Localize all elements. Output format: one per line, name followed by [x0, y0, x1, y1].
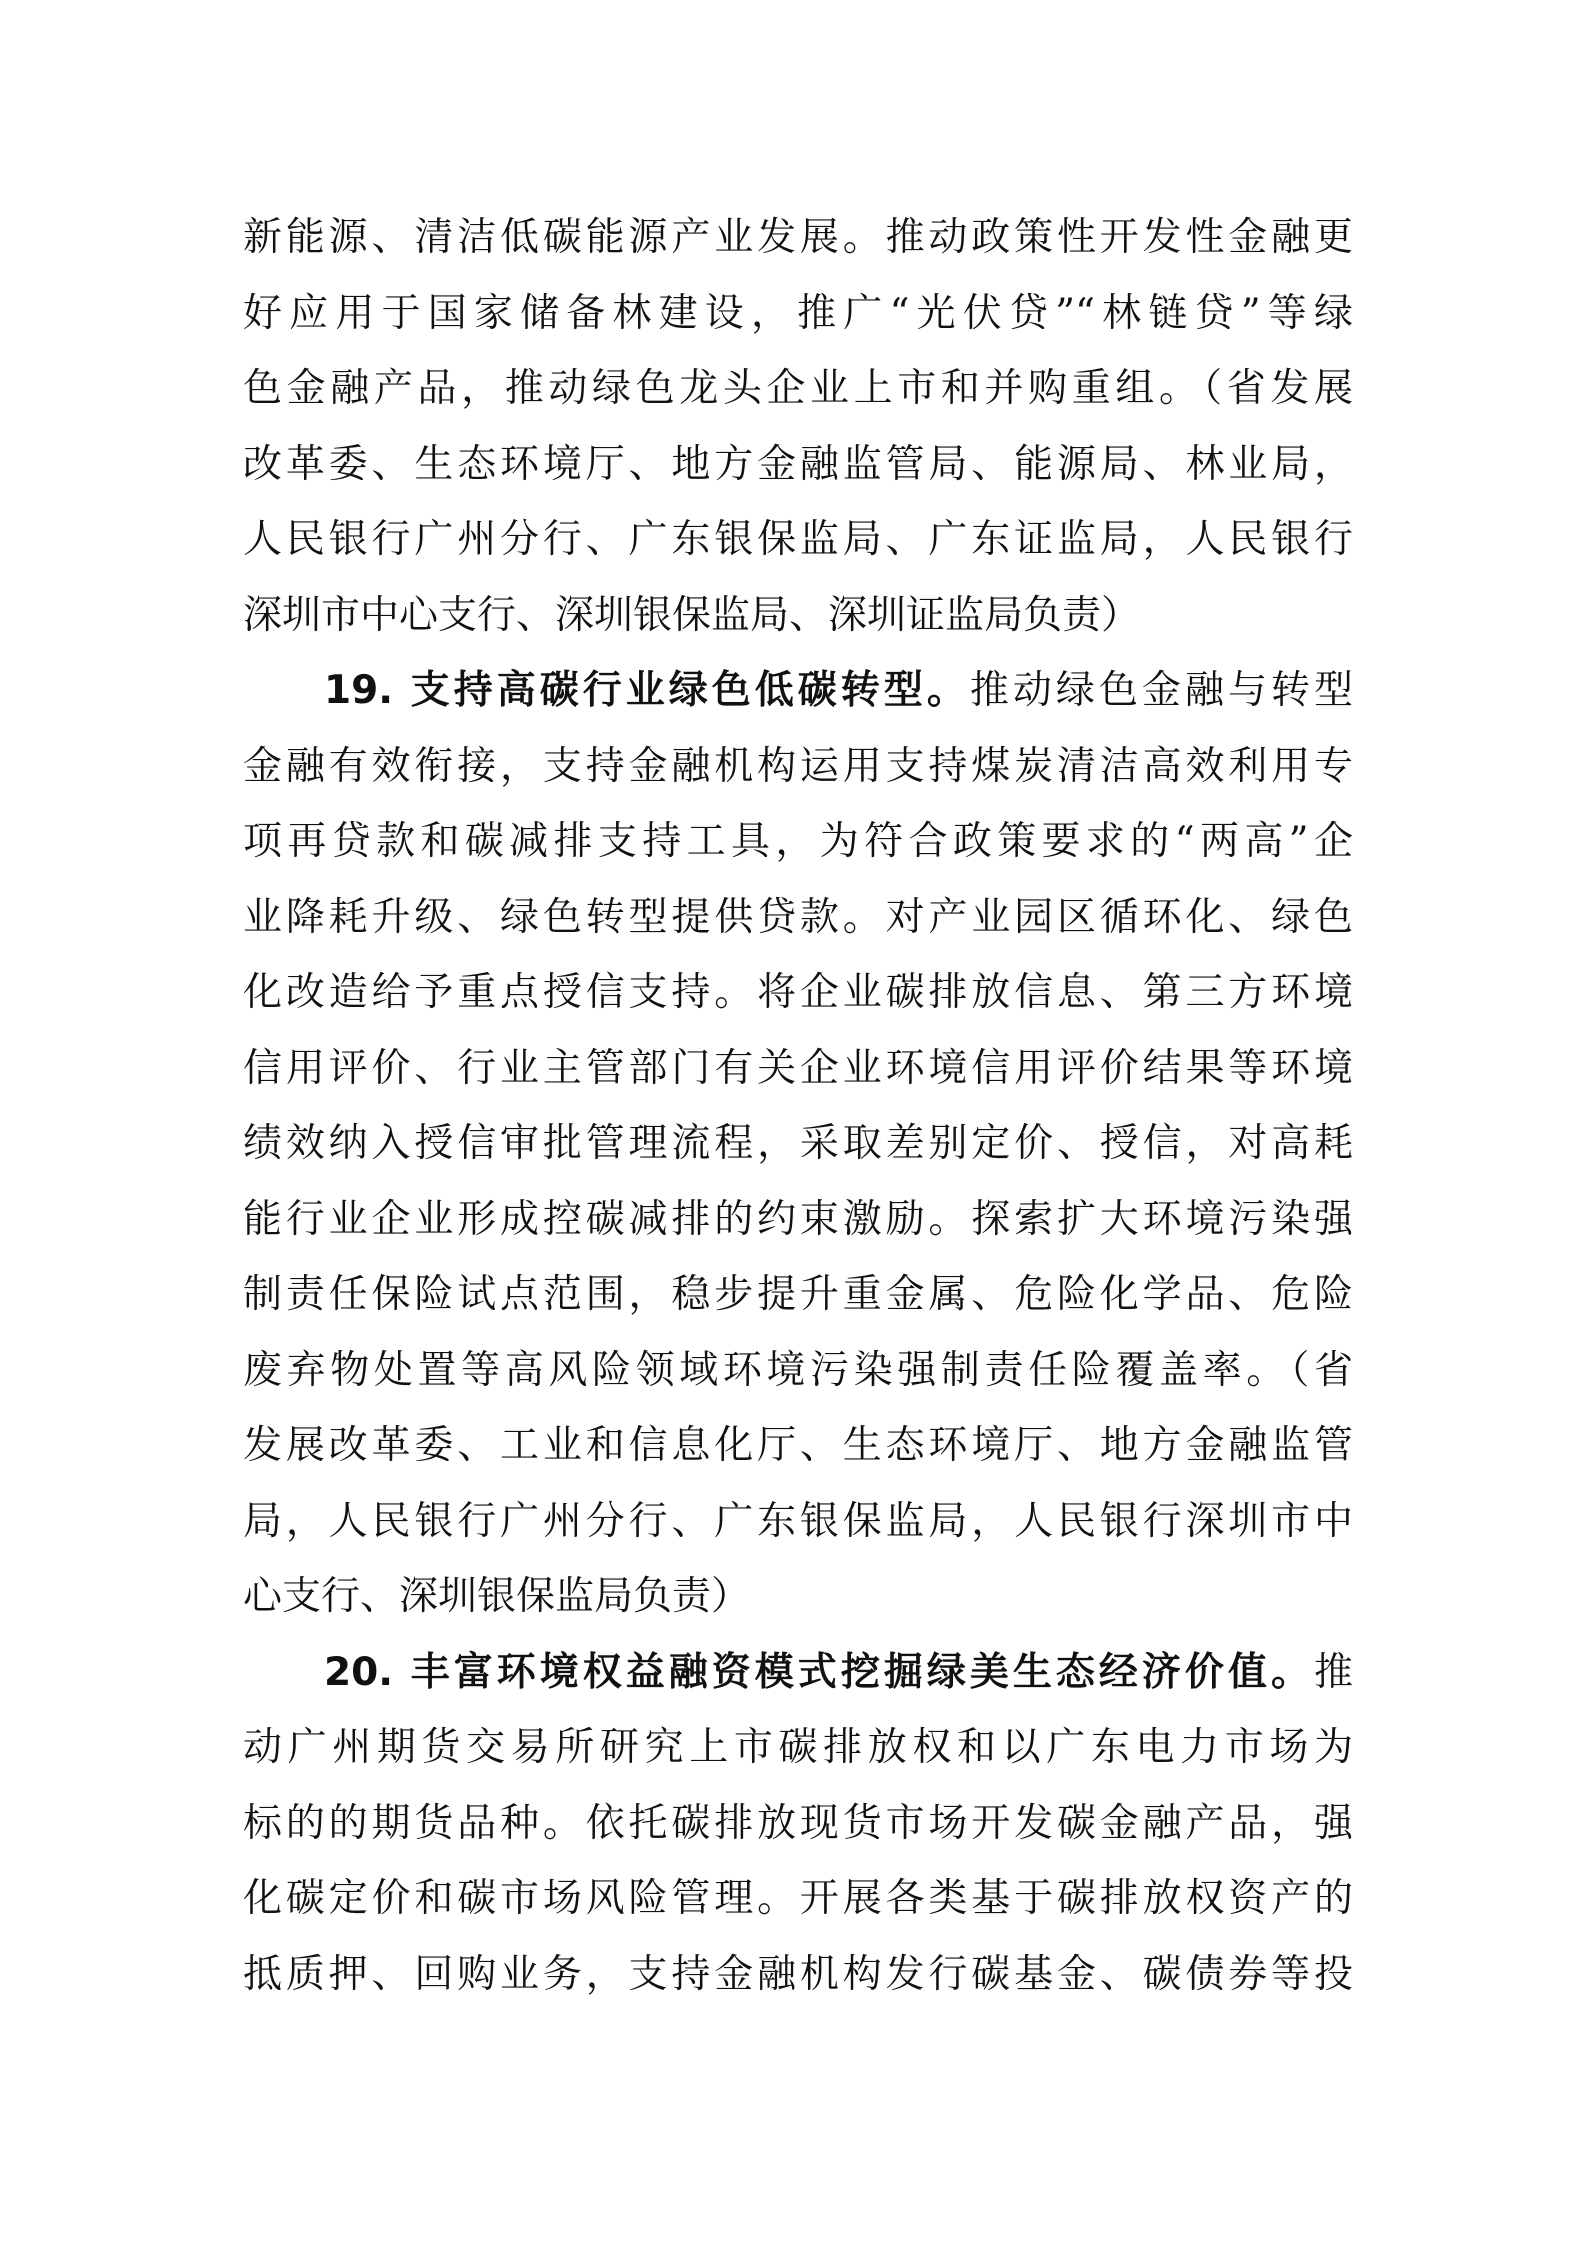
paragraph-line: 标的的期货品种。依托碳排放现货市场开发碳金融产品，强	[243, 1800, 1353, 1846]
paragraph-line: 项再贷款和碳减排支持工具，为符合政策要求的“两高”企	[243, 819, 1353, 864]
section-20-heading: 20. 丰富环境权益融资模式挖掘绿美生态经济价值。	[324, 1649, 1314, 1695]
paragraph-line: 发展改革委、工业和信息化厅、生态环境厅、地方金融监管	[243, 1423, 1353, 1468]
paragraph-line: 金融有效衔接，支持金融机构运用支持煤炭清洁高效利用专	[243, 743, 1353, 789]
paragraph-1	[243, 200, 1353, 653]
paragraph-line: 抵质押、回购业务，支持金融机构发行碳基金、碳债券等投	[243, 1951, 1353, 1997]
section-20-first-line	[243, 1635, 1353, 1711]
section-19-first-line	[243, 653, 1353, 729]
document-body	[243, 200, 1353, 2012]
section-19-first-line-text: 推动绿色金融与转型	[969, 668, 1353, 713]
paragraph-line: 废弃物处置等高风险领域环境污染强制责任险覆盖率。（省	[243, 1347, 1353, 1393]
paragraph-line: 心支行、深圳银保监局负责）	[243, 1574, 751, 1619]
paragraph-line: 动广州期货交易所研究上市碳排放权和以广东电力市场为	[243, 1725, 1353, 1770]
paragraph-line: 业降耗升级、绿色转型提供贷款。对产业园区循环化、绿色	[243, 894, 1353, 940]
paragraph-line: 能行业企业形成控碳减排的约束激励。探索扩大环境污染强	[243, 1196, 1353, 1242]
paragraph-line: 好应用于国家储备林建设，推广“光伏贷”“林链贷”等绿	[243, 290, 1353, 336]
paragraph-line: 人民银行广州分行、广东银保监局、广东证监局，人民银行	[243, 517, 1353, 562]
paragraph-line: 改革委、生态环境厅、地方金融监管局、能源局、林业局，	[243, 441, 1353, 487]
section-19	[243, 653, 1353, 1635]
paragraph-line: 色金融产品，推动绿色龙头企业上市和并购重组。（省发展	[243, 366, 1353, 411]
paragraph-line: 化碳定价和碳市场风险管理。开展各类基于碳排放权资产的	[243, 1876, 1353, 1921]
paragraph-line: 化改造给予重点授信支持。将企业碳排放信息、第三方环境	[243, 970, 1353, 1015]
paragraph-line: 制责任保险试点范围，稳步提升重金属、危险化学品、危险	[243, 1272, 1353, 1317]
section-20-first-line-text: 推	[1313, 1649, 1353, 1695]
section-20	[243, 1635, 1353, 2013]
paragraph-line: 新能源、清洁低碳能源产业发展。推动政策性开发性金融更	[243, 215, 1353, 260]
paragraph-line: 局，人民银行广州分行、广东银保监局，人民银行深圳市中	[243, 1498, 1353, 1544]
paragraph-line: 深圳市中心支行、深圳银保监局、深圳证监局负责）	[243, 592, 1141, 638]
paragraph-line: 信用评价、行业主管部门有关企业环境信用评价结果等环境	[243, 1045, 1353, 1091]
paragraph-line: 绩效纳入授信审批管理流程，采取差别定价、授信，对高耗	[243, 1121, 1353, 1166]
section-19-heading: 19. 支持高碳行业绿色低碳转型。	[324, 668, 970, 713]
